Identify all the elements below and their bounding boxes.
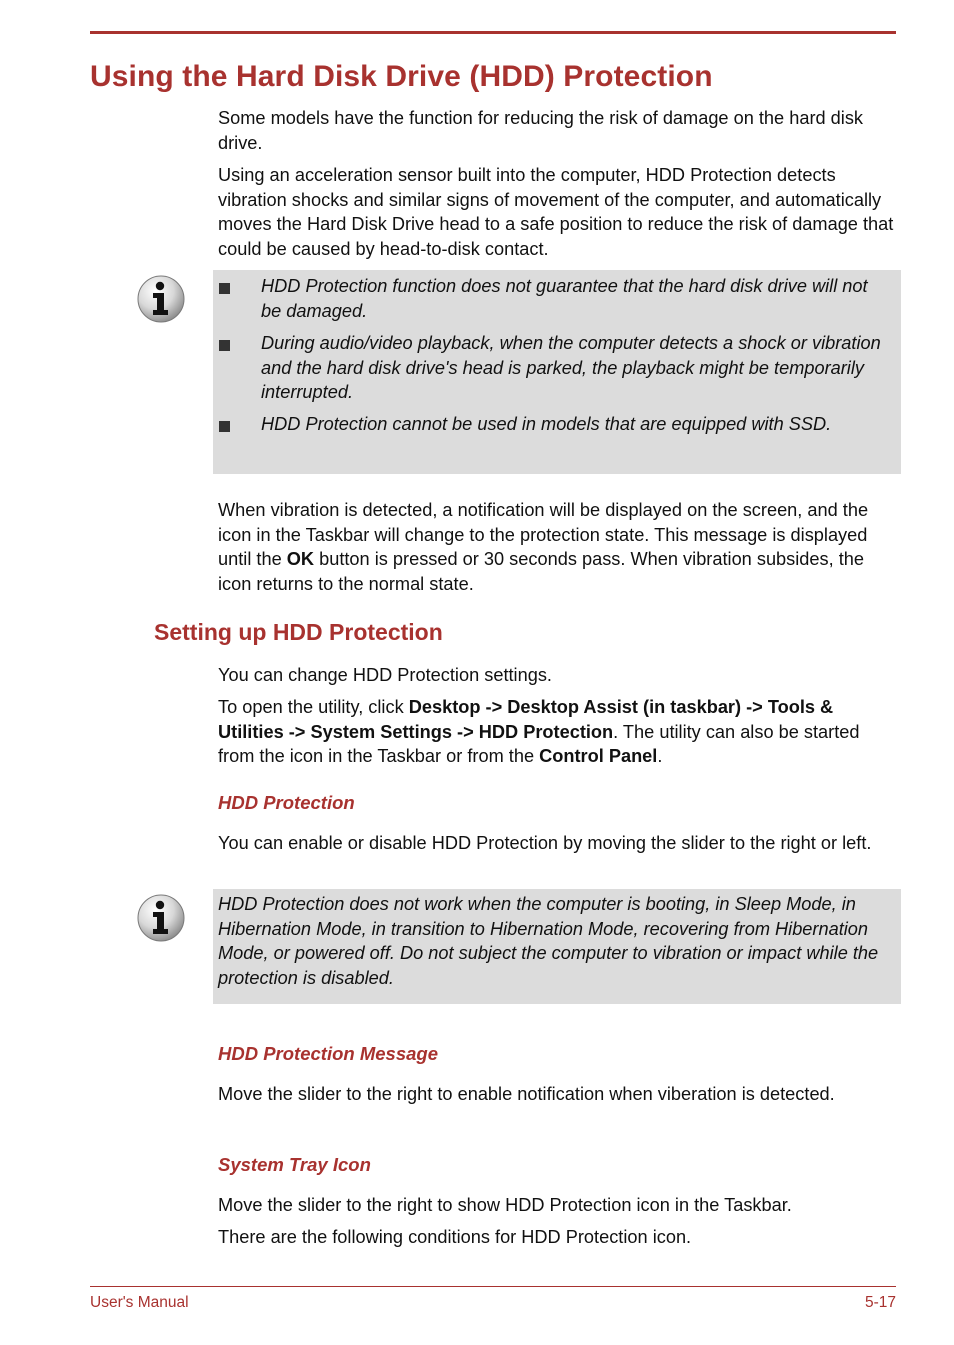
page-number: 5-17 <box>864 1294 896 1311</box>
tray-paragraph-2: There are the following conditions for HDD Protection icon. <box>218 1227 692 1247</box>
note-item-text: During audio/video playback, when the computer detects a shock or vibration and the hard disk drive's head is parked, the playback might be temporarily interrupted. <box>261 333 881 402</box>
hdd-protection-paragraph: You can enable or disable HDD Protection by moving the slider to the right or left. <box>218 833 872 853</box>
top-rule <box>90 31 896 34</box>
note-text: HDD Protection does not work when the computer is booting, in Sleep Mode, in Hibernation Mode, in transition to Hibernation Mode, recovering from Hibernation Mode, or powered off. Do not subject the computer to vibration or impact while the protection is disabled. <box>218 894 879 988</box>
note-box-1 <box>213 270 901 474</box>
setup-paragraph-1: You can change HDD Protection settings. <box>218 665 552 685</box>
vibration-text-a: When vibration is detected, a notification will be displayed on the screen, and the icon in the Taskbar will change to the protection state. This message is displayed until the <box>218 500 869 569</box>
message-paragraph: Move the slider to the right to enable notification when viberation is detected. <box>218 1084 835 1104</box>
info-icon <box>136 893 186 943</box>
note-item-text: HDD Protection function does not guarantee that the hard disk drive will not be damaged. <box>261 276 868 321</box>
bullet-square <box>219 340 230 351</box>
ok-label: OK <box>286 549 315 569</box>
note-box-2 <box>213 889 901 1004</box>
subheading-system-tray-icon: System Tray Icon <box>218 1154 371 1175</box>
vibration-paragraph <box>218 498 900 596</box>
info-icon <box>136 274 186 324</box>
menu-path: Desktop -> Desktop Assist (in taskbar) -> Tools & Utilities -> System Settings -> HDD Protection <box>218 697 834 742</box>
footer-title: User's Manual <box>90 1294 189 1311</box>
setup-paragraph-2 <box>218 695 900 769</box>
vibration-text-b: button is pressed or 30 seconds pass. When vibration subsides, the icon returns to the normal state. <box>218 549 865 594</box>
section-heading-setup: Setting up HDD Protection <box>154 619 443 645</box>
tray-paragraph-1: Move the slider to the right to show HDD Protection icon in the Taskbar. <box>218 1195 792 1215</box>
subheading-hdd-protection: HDD Protection <box>218 792 355 813</box>
intro-paragraph-2: Using an acceleration sensor built into the computer, HDD Protection detects vibration shocks and similar signs of movement of the computer, and automatically moves the Hard Disk Drive head to a safe position to reduce the risk of damage that could be caused by head-to-disk contact. <box>218 165 894 259</box>
note-item-text: HDD Protection cannot be used in models that are equipped with SSD. <box>261 414 832 434</box>
bullet-square <box>219 283 230 294</box>
setup-text-a: To open the utility, click <box>218 697 409 717</box>
intro-paragraph-1: Some models have the function for reducing the risk of damage on the hard disk drive. <box>218 108 864 153</box>
control-panel-label: Control Panel <box>539 746 658 766</box>
page-title: Using the Hard Disk Drive (HDD) Protection <box>90 60 713 93</box>
bottom-rule <box>90 1286 896 1287</box>
subheading-hdd-protection-message: HDD Protection Message <box>218 1043 438 1064</box>
setup-text-e: . <box>657 746 663 766</box>
setup-text-c: . The utility can also be started from the icon in the Taskbar or from the <box>218 721 860 766</box>
bullet-square <box>219 421 230 432</box>
